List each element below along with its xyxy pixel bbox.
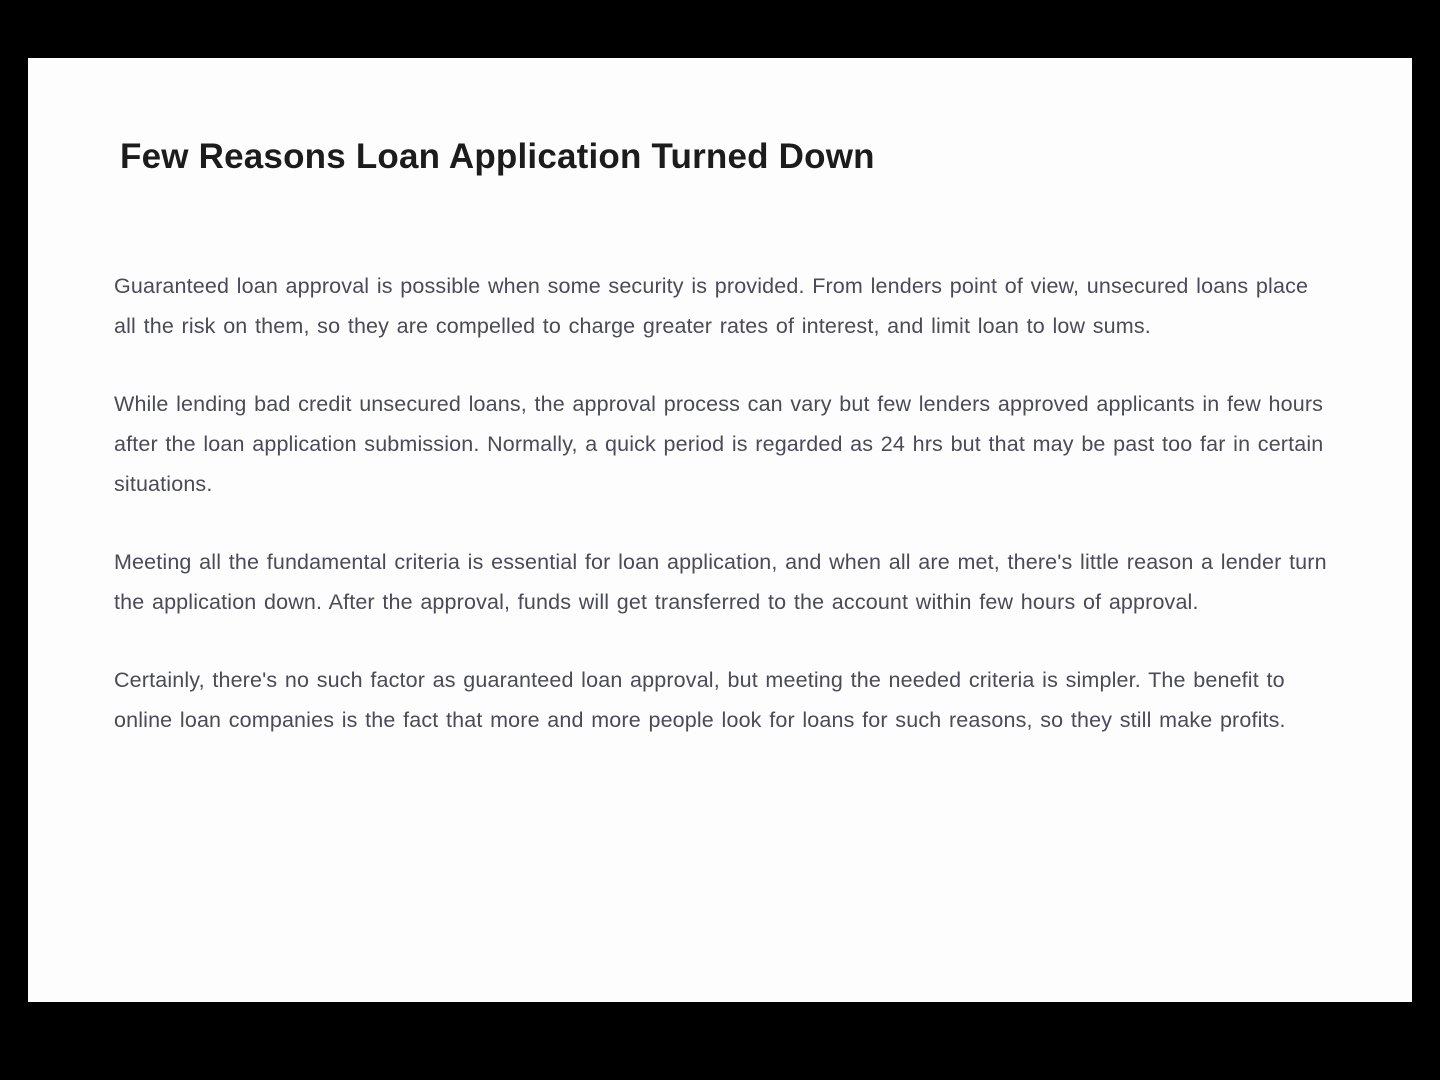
body-paragraph: While lending bad credit unsecured loans, the approval process can vary but few lenders approved applicants in few hours after the loan application submission. Normally, a quick period is regarded as 24 hrs but that may be past too far in certain situations. (114, 392, 1324, 496)
slide (28, 58, 1412, 1002)
letterbox-bottom (0, 1002, 1440, 1080)
letterbox-right (1412, 0, 1440, 1080)
letterbox-left (0, 0, 28, 1080)
body-paragraph: Guaranteed loan approval is possible when some security is provided. From lenders point of view, unsecured loans place all the risk on them, so they are compelled to charge greater rates of interest, and limit loan to low sums. (114, 274, 1309, 338)
slide-content-area (28, 58, 1412, 1002)
slide-title: Few Reasons Loan Application Turned Down (120, 137, 875, 176)
slide-body (114, 266, 1330, 740)
body-paragraph: Certainly, there's no such factor as guaranteed loan approval, but meeting the needed criteria is simpler. The benefit to online loan companies is the fact that more and more people look for loans for such reasons, so they still make profits. (114, 668, 1286, 732)
letterbox-top (0, 0, 1440, 58)
body-paragraph: Meeting all the fundamental criteria is essential for loan application, and when all are met, there's little reason a lender turn the application down. After the approval, funds will get transferred to the account within few hours of approval. (114, 550, 1327, 614)
